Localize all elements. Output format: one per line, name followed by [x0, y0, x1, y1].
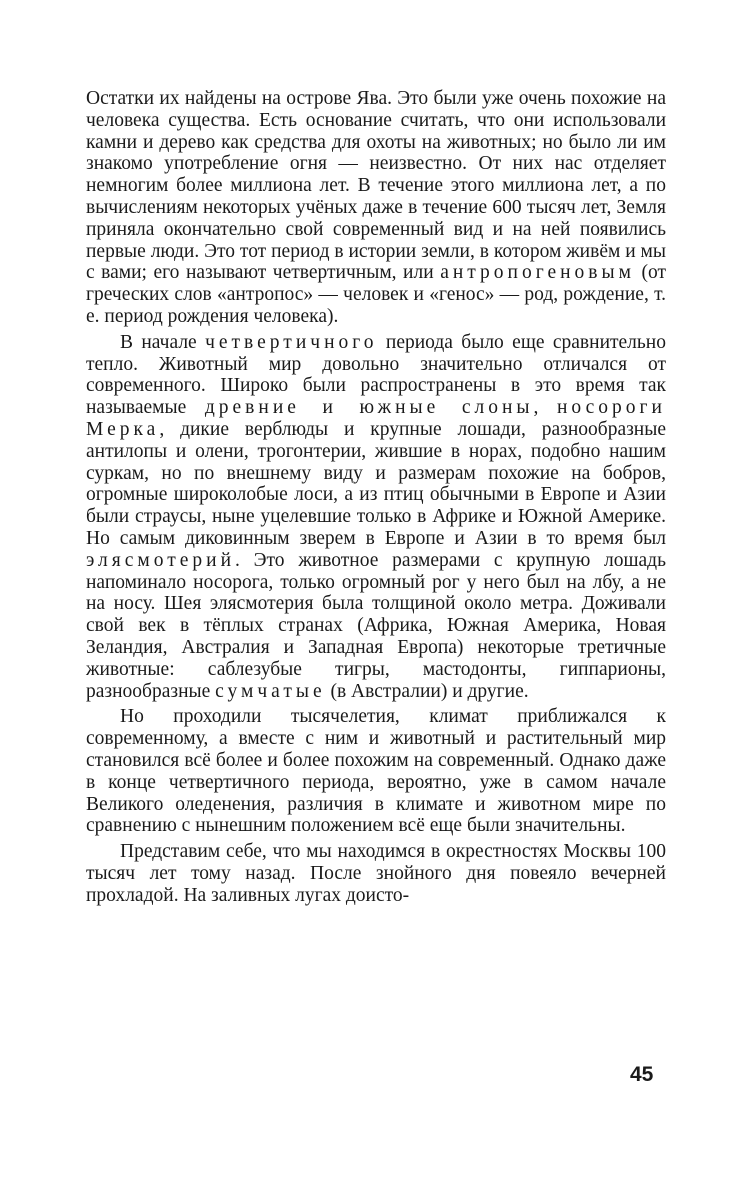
text-run: (в Австралии) и другие. [325, 680, 529, 702]
body-text [86, 88, 666, 910]
emphasized-term: сумчатые [215, 680, 326, 702]
text-run: Но проходили тысячелетия, климат приближался к современному, а вместе с ним и животный и растительный мир становился всё более и более похожим на современный. Однако даже в конце четвертичного периода, вероятно, уже в самом начале Великого оледенения, различия в климате и животном мире по сравнению с нынешним положением всё еще были значительны. [86, 706, 666, 837]
page-number: 45 [630, 1063, 654, 1086]
paragraph [86, 332, 666, 703]
text-run: . Это животное размерами с крупную лошадь напоминало носорога, только огромный рог у него был на лбу, а не на носу. Шея элясмотерия была толщиной около метра. Доживали свой век в тёплых странах (Африка, Южная Америка, Новая Зеландия, Австралия и Западная Европа) некоторые третичные животные: саблезубые тигры, мастодонты, гиппарионы, разнообразные [86, 549, 666, 702]
emphasized-term: четвертичного [205, 331, 378, 353]
text-run: периода было еще сравнительно тепло. Животный мир довольно значительно отличался от современного. Широко были распространены в это время так называемые [86, 331, 666, 419]
paragraph [86, 706, 666, 837]
text-run: В начале [120, 331, 206, 353]
emphasized-term: древние и южные слоны [204, 397, 534, 419]
emphasized-term: антропогеновым [440, 262, 635, 284]
text-run: (от греческих слов «антропос» — человек и «генос» — род, рождение, т. е. период рождения человека). [86, 262, 666, 327]
emphasized-term: элясмотерий [86, 549, 236, 571]
text-run: , дикие верблюды и крупные лошади, разнообразные антилопы и олени, трогонтерии, жившие в норах, подобно нашим суркам, но по внешнему виду и размерам похожие на бобров, огромные широколобые лоси, а из птиц обычными в Европе и Азии были страусы, ныне уцелевшие только в Африке и Южной Америке. Но самым диковинным зверем в Европе и Азии в то время был [86, 418, 666, 549]
paragraph [86, 88, 666, 328]
text-run: , [533, 397, 557, 419]
text-run: Остатки их найдены на острове Ява. Это были уже очень похожие на человека существа. Есть основание считать, что они использовали камни и дерево как средства для охоты на животных; но было ли им знакомо употребление огня — неизвестно. От них нас отделяет немногим более миллиона лет. В течение этого миллиона лет, а по вычислениям некоторых учёных даже в течение 600 тысяч лет, Земля приняла окончательно свой современный вид и на ней появились первые люди. Это тот период в истории земли, в котором живём и мы с вами; его называют четвертичным, или [86, 88, 666, 284]
text-run: Представим себе, что мы находимся в окрестностях Москвы 100 тысяч лет тому назад. После знойного дня повеяло вечерней прохладой. На заливных лугах доисто- [86, 841, 666, 906]
paragraph [86, 841, 666, 906]
emphasized-term: носороги Мерка [86, 397, 666, 440]
